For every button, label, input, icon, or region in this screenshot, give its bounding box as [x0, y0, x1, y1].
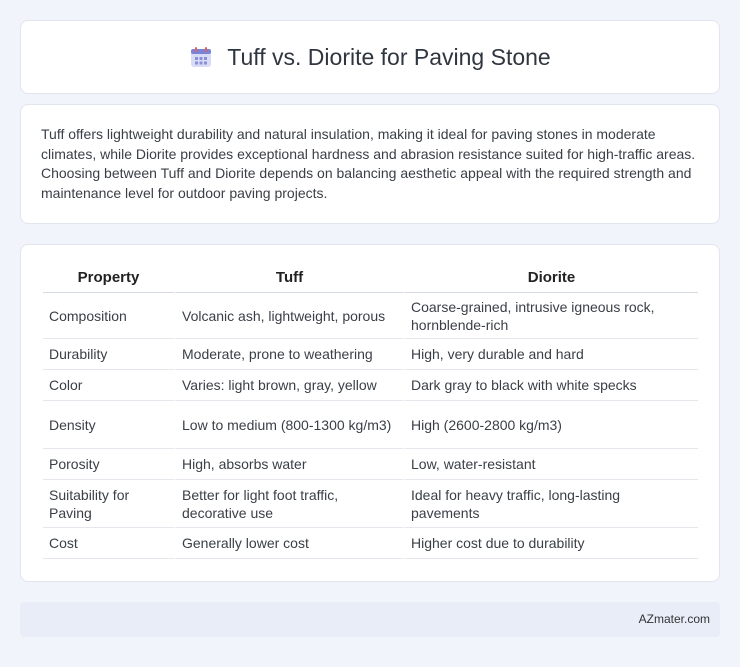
table-row: [43, 401, 698, 449]
table-row: [43, 449, 698, 480]
row-diorite: Coarse-grained, intrusive igneous rock, hornblende-rich: [403, 293, 698, 339]
table-row: [43, 370, 698, 401]
row-property: Color: [43, 370, 174, 401]
calendar-icon: [189, 45, 213, 69]
row-diorite: Low, water-resistant: [403, 449, 698, 480]
row-diorite: Dark gray to black with white specks: [403, 370, 698, 401]
row-tuff: Varies: light brown, gray, yellow: [174, 370, 403, 401]
row-diorite: High (2600-2800 kg/m3): [403, 401, 698, 449]
title-card: [20, 20, 720, 94]
row-tuff: Generally lower cost: [174, 528, 403, 559]
comparison-table: [43, 263, 698, 559]
page-title: Tuff vs. Diorite for Paving Stone: [227, 43, 551, 70]
row-property: Composition: [43, 293, 174, 339]
row-tuff: Better for light foot traffic, decorative use: [174, 480, 403, 528]
summary-text: Tuff offers lightweight durability and natural insulation, making it ideal for paving stones in moderate climates, while Diorite provides exceptional hardness and abrasion resistance suited for high-traffic areas. Choosing between Tuff and Diorite depends on balancing aesthetic appeal with the required strength and maintenance level for outdoor paving projects.: [41, 126, 696, 201]
row-diorite: High, very durable and hard: [403, 339, 698, 370]
footer-bar: [20, 602, 720, 637]
footer-brand: AZmater.com: [638, 612, 710, 626]
row-tuff: Volcanic ash, lightweight, porous: [174, 293, 403, 339]
row-property: Durability: [43, 339, 174, 370]
row-property: Porosity: [43, 449, 174, 480]
row-tuff: High, absorbs water: [174, 449, 403, 480]
comparison-card: [20, 244, 720, 582]
row-property: Density: [43, 401, 174, 449]
row-diorite: Higher cost due to durability: [403, 528, 698, 559]
row-diorite: Ideal for heavy traffic, long-lasting pavements: [403, 480, 698, 528]
row-tuff: Low to medium (800-1300 kg/m3): [174, 401, 403, 449]
table-row: [43, 480, 698, 528]
header-tuff: Tuff: [174, 263, 403, 293]
table-row: [43, 528, 698, 559]
row-property: Suitability for Paving: [43, 480, 174, 528]
table-header-row: [43, 263, 698, 293]
title-wrap: [189, 44, 550, 71]
summary-card: [20, 104, 720, 224]
header-property: Property: [43, 263, 174, 293]
table-row: [43, 293, 698, 339]
row-property: Cost: [43, 528, 174, 559]
row-tuff: Moderate, prone to weathering: [174, 339, 403, 370]
header-diorite: Diorite: [403, 263, 698, 293]
table-row: [43, 339, 698, 370]
